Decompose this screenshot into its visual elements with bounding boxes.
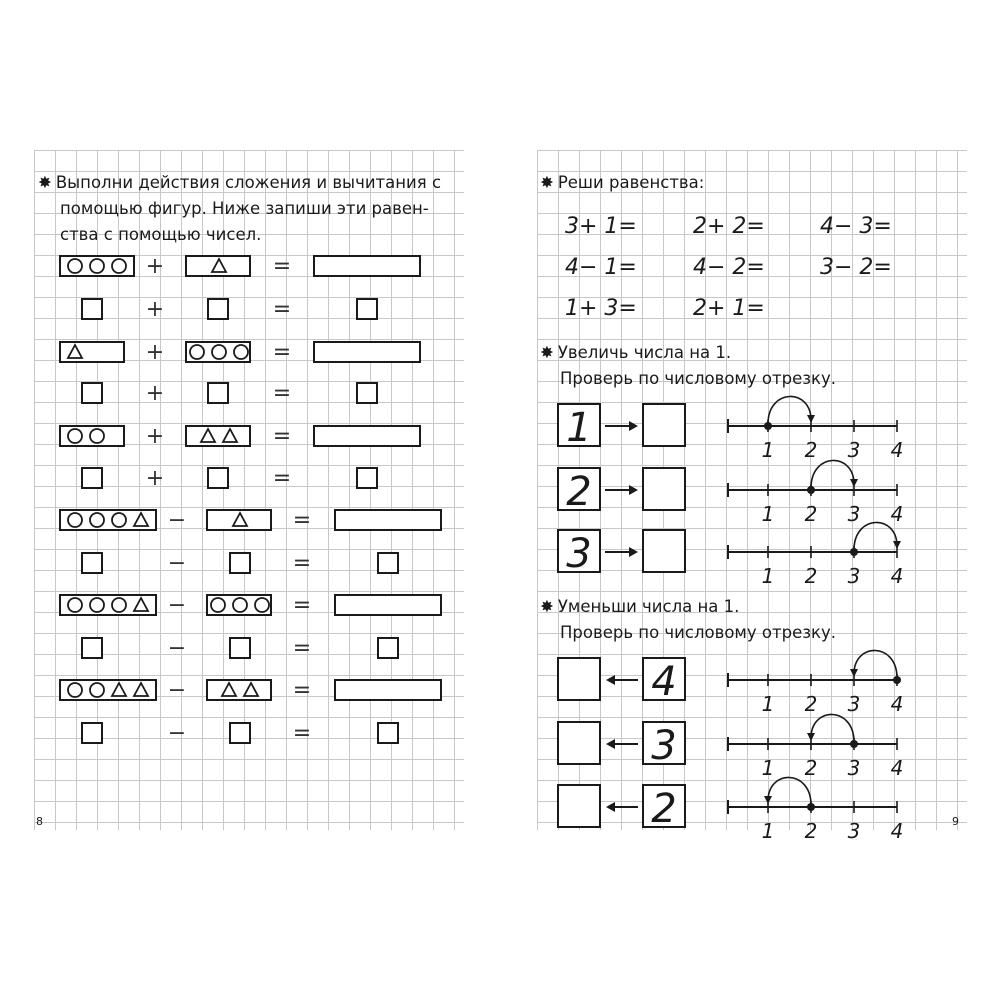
left-instruction-line1: Выполни действия сложения и вычитания с <box>55 173 442 192</box>
tick-label-4: 4 <box>890 692 904 716</box>
tick-label-2: 2 <box>804 819 818 843</box>
answer-box <box>558 722 600 764</box>
page-number-left: 8 <box>36 815 43 828</box>
answer-box <box>643 530 685 572</box>
left-instruction-line3: ства с помощью чисел. <box>60 225 262 244</box>
star-icon: ✸ <box>38 173 52 192</box>
arrow-right-head <box>629 421 638 431</box>
left-shape-box <box>60 426 124 446</box>
answer-shape-box <box>335 680 441 700</box>
minus-sign: − <box>167 508 187 533</box>
number-box <box>82 638 102 658</box>
number-box <box>357 468 377 488</box>
jump-arc <box>854 650 897 678</box>
tick-label-4: 4 <box>890 502 904 526</box>
equals-sign: = <box>272 424 292 449</box>
tick-label-4: 4 <box>890 756 904 780</box>
tick-label-1: 1 <box>761 819 775 843</box>
number-box <box>378 553 398 573</box>
arrow-right-head <box>629 485 638 495</box>
equation-5: 4− 2= <box>693 255 765 280</box>
answer-box <box>558 658 600 700</box>
tick-label-2: 2 <box>804 502 818 526</box>
answer-box <box>643 404 685 446</box>
tick-label-1: 1 <box>761 692 775 716</box>
number-box <box>82 553 102 573</box>
tick-label-2: 2 <box>804 438 818 462</box>
equals-sign: = <box>272 466 292 491</box>
right-shape-box <box>207 680 271 700</box>
tick-label-2: 2 <box>804 564 818 588</box>
plus-sign: + <box>145 424 165 449</box>
plus-sign: + <box>145 381 165 406</box>
equals-sign: = <box>292 678 312 703</box>
arrow-right-head <box>629 547 638 557</box>
star-icon: ✸ <box>540 173 554 192</box>
tick-label-4: 4 <box>890 564 904 588</box>
number-box <box>82 383 102 403</box>
plus-sign: + <box>145 466 165 491</box>
equals-sign: = <box>272 340 292 365</box>
number-box <box>378 638 398 658</box>
page-number-right: 9 <box>952 815 959 828</box>
equation-4: 4− 1= <box>565 255 637 280</box>
increase-line2: Проверь по числовому отрезку. <box>560 369 836 388</box>
arrow-left-head <box>606 675 615 685</box>
equals-sign: = <box>272 381 292 406</box>
plus-sign: + <box>145 297 165 322</box>
tick-label-1: 1 <box>761 756 775 780</box>
equation-1: 3+ 1= <box>565 214 637 239</box>
tick-label-1: 1 <box>761 564 775 588</box>
answer-box <box>558 785 600 827</box>
arc-arrowhead <box>764 796 772 804</box>
jump-arc <box>811 460 854 488</box>
answer-shape-box <box>335 510 441 530</box>
tick-label-4: 4 <box>890 819 904 843</box>
handwritten-number: 4 <box>651 659 677 705</box>
equals-sign: = <box>272 297 292 322</box>
number-box <box>208 468 228 488</box>
answer-shape-box <box>314 342 420 362</box>
increase-line1: Увеличь числа на 1. <box>557 343 732 362</box>
equals-sign: = <box>292 721 312 746</box>
right-shape-box <box>186 426 250 446</box>
number-box <box>230 553 250 573</box>
number-box <box>208 383 228 403</box>
jump-arc <box>811 714 854 742</box>
tick-label-4: 4 <box>890 438 904 462</box>
handwritten-number: 3 <box>651 723 677 769</box>
minus-sign: − <box>167 721 187 746</box>
tick-label-3: 3 <box>847 819 861 843</box>
tick-label-3: 3 <box>847 438 861 462</box>
handwritten-number: 2 <box>651 786 677 832</box>
number-box <box>357 299 377 319</box>
equals-sign: = <box>292 636 312 661</box>
jump-arc <box>854 522 897 550</box>
answer-box <box>643 468 685 510</box>
tick-label-1: 1 <box>761 502 775 526</box>
jump-arc <box>768 396 811 424</box>
number-box <box>82 468 102 488</box>
left-instruction-line2: помощью фигур. Ниже запиши эти равен- <box>60 199 429 218</box>
number-box <box>82 299 102 319</box>
tick-label-3: 3 <box>847 564 861 588</box>
tick-label-2: 2 <box>804 692 818 716</box>
number-box <box>357 383 377 403</box>
handwritten-number: 2 <box>566 469 592 515</box>
arc-arrowhead <box>850 669 858 677</box>
answer-shape-box <box>314 256 420 276</box>
equation-3: 4− 3= <box>820 214 892 239</box>
decrease-line1: Уменьши числа на 1. <box>557 597 740 616</box>
arc-arrowhead <box>807 733 815 741</box>
minus-sign: − <box>167 678 187 703</box>
answer-shape-box <box>335 595 441 615</box>
equation-2: 2+ 2= <box>693 214 765 239</box>
equation-6: 3− 2= <box>820 255 892 280</box>
minus-sign: − <box>167 551 187 576</box>
decrease-line2: Проверь по числовому отрезку. <box>560 623 836 642</box>
tick-label-3: 3 <box>847 502 861 526</box>
tick-label-3: 3 <box>847 692 861 716</box>
minus-sign: − <box>167 636 187 661</box>
solve-title: Реши равенства: <box>557 173 705 192</box>
equals-sign: = <box>292 508 312 533</box>
plus-sign: + <box>145 254 165 279</box>
number-box <box>82 723 102 743</box>
answer-shape-box <box>314 426 420 446</box>
arc-arrowhead <box>807 415 815 423</box>
equation-8: 2+ 1= <box>693 296 765 321</box>
tick-label-3: 3 <box>847 756 861 780</box>
arrow-left-head <box>606 739 615 749</box>
equals-sign: = <box>292 593 312 618</box>
equals-sign: = <box>292 551 312 576</box>
tick-label-1: 1 <box>761 438 775 462</box>
tick-label-2: 2 <box>804 756 818 780</box>
handwritten-number: 1 <box>566 405 592 451</box>
arrow-left-head <box>606 802 615 812</box>
number-box <box>230 638 250 658</box>
star-icon: ✸ <box>540 597 554 616</box>
left-shape-box <box>60 342 124 362</box>
handwritten-number: 3 <box>566 531 592 577</box>
plus-sign: + <box>145 340 165 365</box>
arc-arrowhead <box>893 541 901 549</box>
equals-sign: = <box>272 254 292 279</box>
number-box <box>208 299 228 319</box>
number-box <box>378 723 398 743</box>
equation-7: 1+ 3= <box>565 296 637 321</box>
minus-sign: − <box>167 593 187 618</box>
star-icon: ✸ <box>540 343 554 362</box>
number-box <box>230 723 250 743</box>
arc-arrowhead <box>850 479 858 487</box>
jump-arc <box>768 777 811 805</box>
